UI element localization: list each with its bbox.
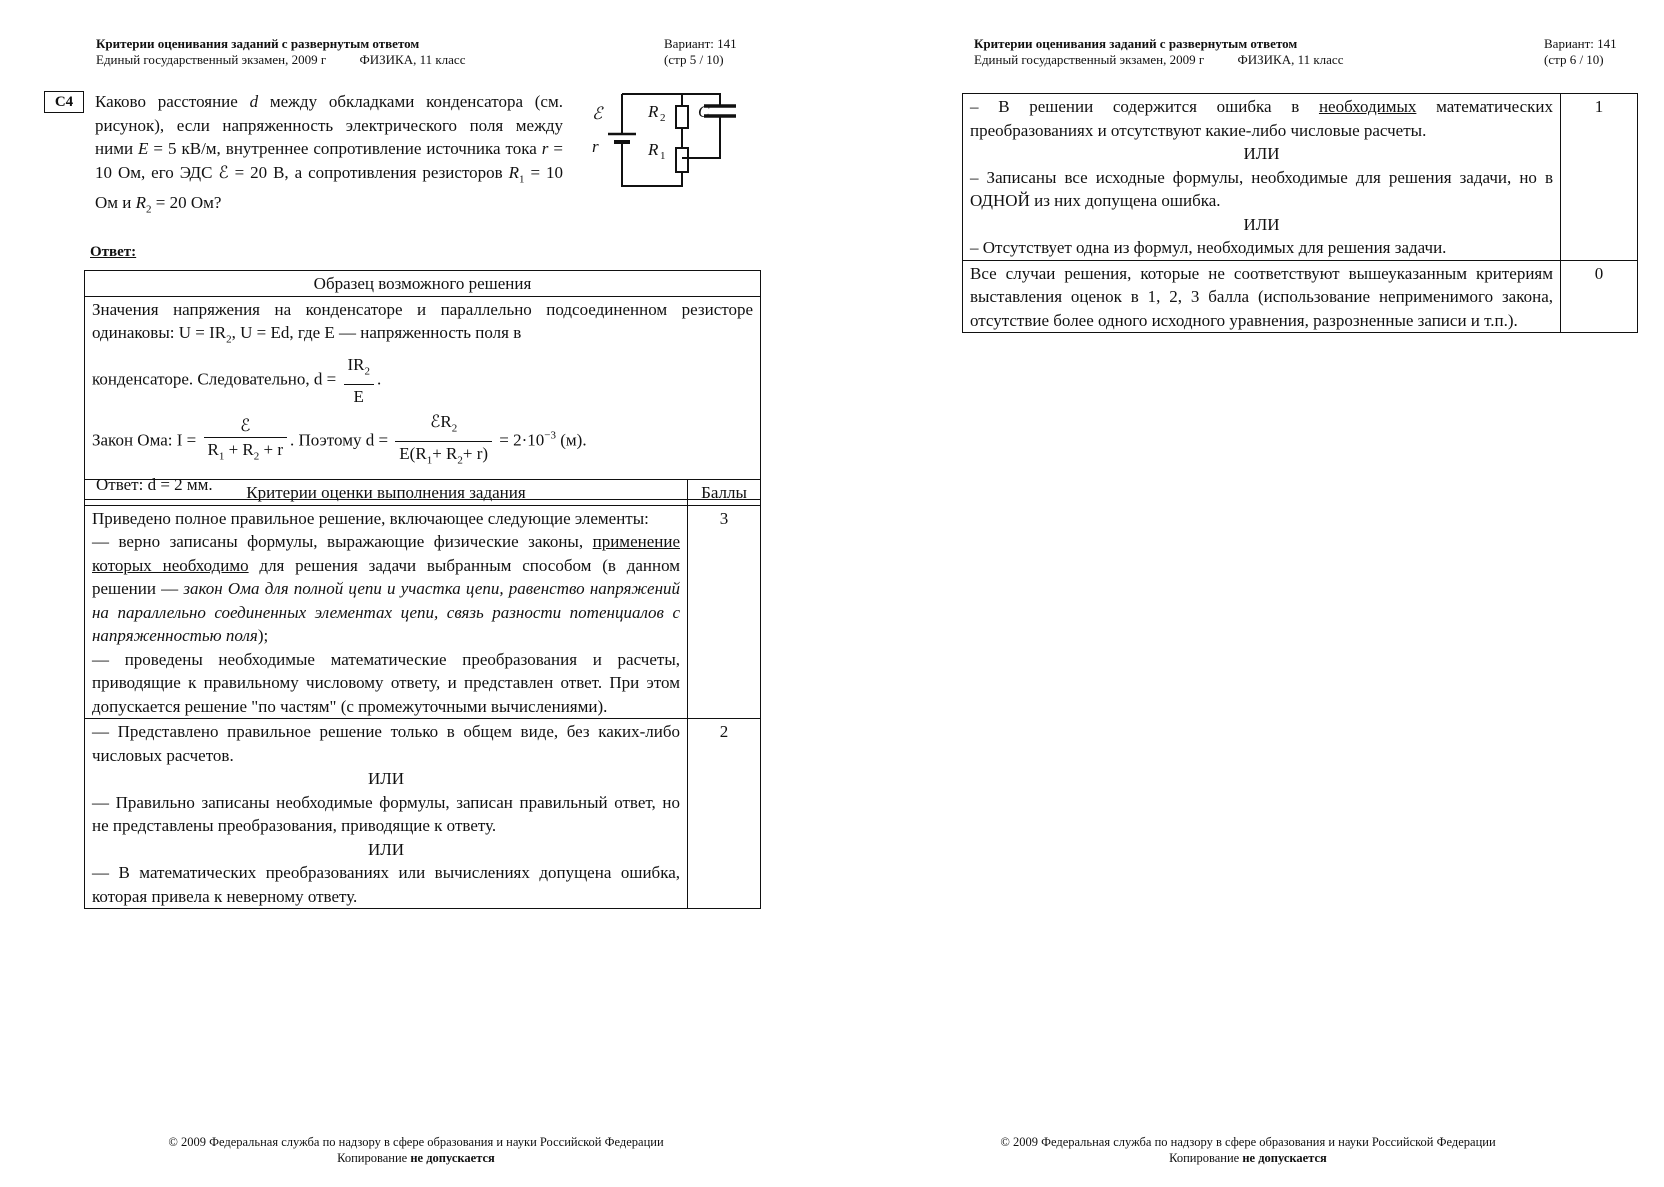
header-exam: Единый государственный экзамен, 2009 г <box>974 52 1205 67</box>
criteria-table <box>84 479 761 909</box>
criteria-row-2 <box>85 719 761 909</box>
header-variant: Вариант: 141 <box>1544 36 1617 51</box>
header-subject: ФИЗИКА, 11 класс <box>1237 52 1344 67</box>
page-number: (стр 5 / 10) <box>664 52 724 67</box>
page-header <box>96 36 465 68</box>
page-6 <box>832 0 1664 1187</box>
header-title: Критерии оценивания заданий с развернутым ответом <box>974 36 1298 51</box>
solution-para2: конденсаторе. Следовательно, d = <box>92 369 337 389</box>
header-variant: Вариант: 141 <box>664 36 737 51</box>
fraction-d: $\frac{ℰR_2}{E(R_1+ R_2+ r)}$ <box>395 410 492 473</box>
criteria-text: — Представлено правильное решение только в общем виде, без каких-либо числовых расчетов. ИЛИ — Правильно записаны необходимые формулы, записан правильный ответ, но не представлены преобразования, приводящие к ответу. ИЛИ — В математических преобразованиях или вычислениях допущена ошибка, которая привела к неверному ответу. <box>85 719 688 909</box>
header-subject: ФИЗИКА, 11 класс <box>359 52 466 67</box>
task-label: С4 <box>44 91 84 113</box>
therefore-text: . Поэтому d = <box>290 430 389 450</box>
solution-table <box>84 270 761 500</box>
task-question-text: Каково расстояние d между обкладками конденсатора (см. рисунок), если напряженность электрического поля между ними E = 5 кВ/м, внутреннее сопротивление источника тока r = 10 Ом, его ЭДС ℰ = 20 В, а сопротивления резисторов $R_1 = 10$ Ом и $R_2 = 20$ Ом? <box>95 92 563 216</box>
ohm-law-label: Закон Ома: I = <box>92 430 197 450</box>
emf-symbol: ℰ <box>592 104 603 123</box>
criteria-text: Приведено полное правильное решение, включающее следующие элементы: — верно записаны формулы, выражающие физические законы, применение которых необходимо для решения задачи выбранным способом (в данном решении — закон Ома для полной цепи и участка цепи, равенство напряжений на параллельно соединенных элементах цепи, связь разности потенциалов с напряженностью поля); — проведены необходимые математические преобразования и расчеты, приводящие к правильному числовому ответу, и представлен ответ. При этом допускается решение "по частям" (с промежуточными вычислениями). <box>85 505 688 719</box>
solution-title: Образец возможного решения <box>85 271 761 297</box>
header-title: Критерии оценивания заданий с развернутым ответом <box>96 36 420 51</box>
header-exam: Единый государственный экзамен, 2009 г <box>96 52 327 67</box>
page-header-right <box>1544 36 1617 68</box>
r2-sub: 2 <box>660 112 666 124</box>
criteria-row-1 <box>963 94 1638 261</box>
points-value: 2 <box>688 719 761 909</box>
r1-sub: 1 <box>660 150 666 162</box>
points-value: 0 <box>1561 260 1638 333</box>
r1-symbol: R <box>648 140 659 159</box>
criteria-text: Все случаи решения, которые не соответствуют вышеуказанным критериям выставления оценок в 1, 2, 3 балла (использование неприменимого закона, отсутствие более одного исходного уравнения, разрозненные записи и т.п.). <box>963 260 1561 333</box>
solution-body: Значения напряжения на конденсаторе и параллельно подсоединенном резисторе одинаковы: $U = IR_2$, U = Ed, где E — напряженность поля в конденсаторе. Следовательно, d = $\frac{IR_2}{E}$ . Закон Ома: I = $\frac{\text{ℰ}}{R_1 + R_2 + r}$ . Поэтому d = $\frac{ℰR_2}{E(R_1+ R_2+ r)}$ = $2\cdot 10^{-3}$ (м). Ответ: d = 2 мм. <box>85 296 761 499</box>
fraction-ohm: $\frac{\text{ℰ}}{R_1 + R_2 + r}$ <box>204 414 288 469</box>
circuit-diagram <box>590 88 765 193</box>
criteria-row-3 <box>85 505 761 719</box>
fraction-ir-e: $\frac{IR_2}{E}$ <box>344 353 375 408</box>
task-question <box>95 90 563 222</box>
page-header-right <box>664 36 737 68</box>
r2-symbol: R <box>648 102 659 121</box>
criteria-row-0 <box>963 260 1638 333</box>
result-exponent: −3 <box>544 429 557 442</box>
points-value: 3 <box>688 505 761 719</box>
page-number: (стр 6 / 10) <box>1544 52 1604 67</box>
page-header <box>974 36 1343 68</box>
r-symbol: r <box>592 137 599 156</box>
solution-para1: Значения напряжения на конденсаторе и параллельно подсоединенном резисторе одинаковы: U = IR <box>92 299 753 342</box>
criteria-table-continued <box>962 93 1638 333</box>
page-footer: © 2009 Федеральная служба по надзору в сфере образования и науки Российской Федерации Копирование не допускается <box>168 1135 664 1165</box>
solution-para1b: , U = Ed, где E — напряженность поля в <box>231 323 522 342</box>
result-unit: (м). <box>556 430 587 450</box>
criteria-text: – В решении содержится ошибка в необходимых математических преобразованиях и отсутствуют какие-либо числовые расчеты. ИЛИ – Записаны все исходные формулы, необходимые для решения задачи, но в ОДНОЙ из них допущена ошибка. ИЛИ – Отсутствует одна из формул, необходимых для решения задачи. <box>963 94 1561 261</box>
c-symbol: C <box>698 102 710 121</box>
points-value: 1 <box>1561 94 1638 261</box>
page-footer: © 2009 Федеральная служба по надзору в сфере образования и науки Российской Федерации Копирование не допускается <box>1000 1135 1496 1165</box>
answer-label: Ответ: <box>90 244 137 260</box>
points-header: Баллы <box>688 480 761 506</box>
criteria-header: Критерии оценки выполнения задания <box>85 480 688 506</box>
solution-answer: Ответ: d = 2 мм. <box>96 475 213 495</box>
result-value: = 2·10 <box>499 430 545 450</box>
